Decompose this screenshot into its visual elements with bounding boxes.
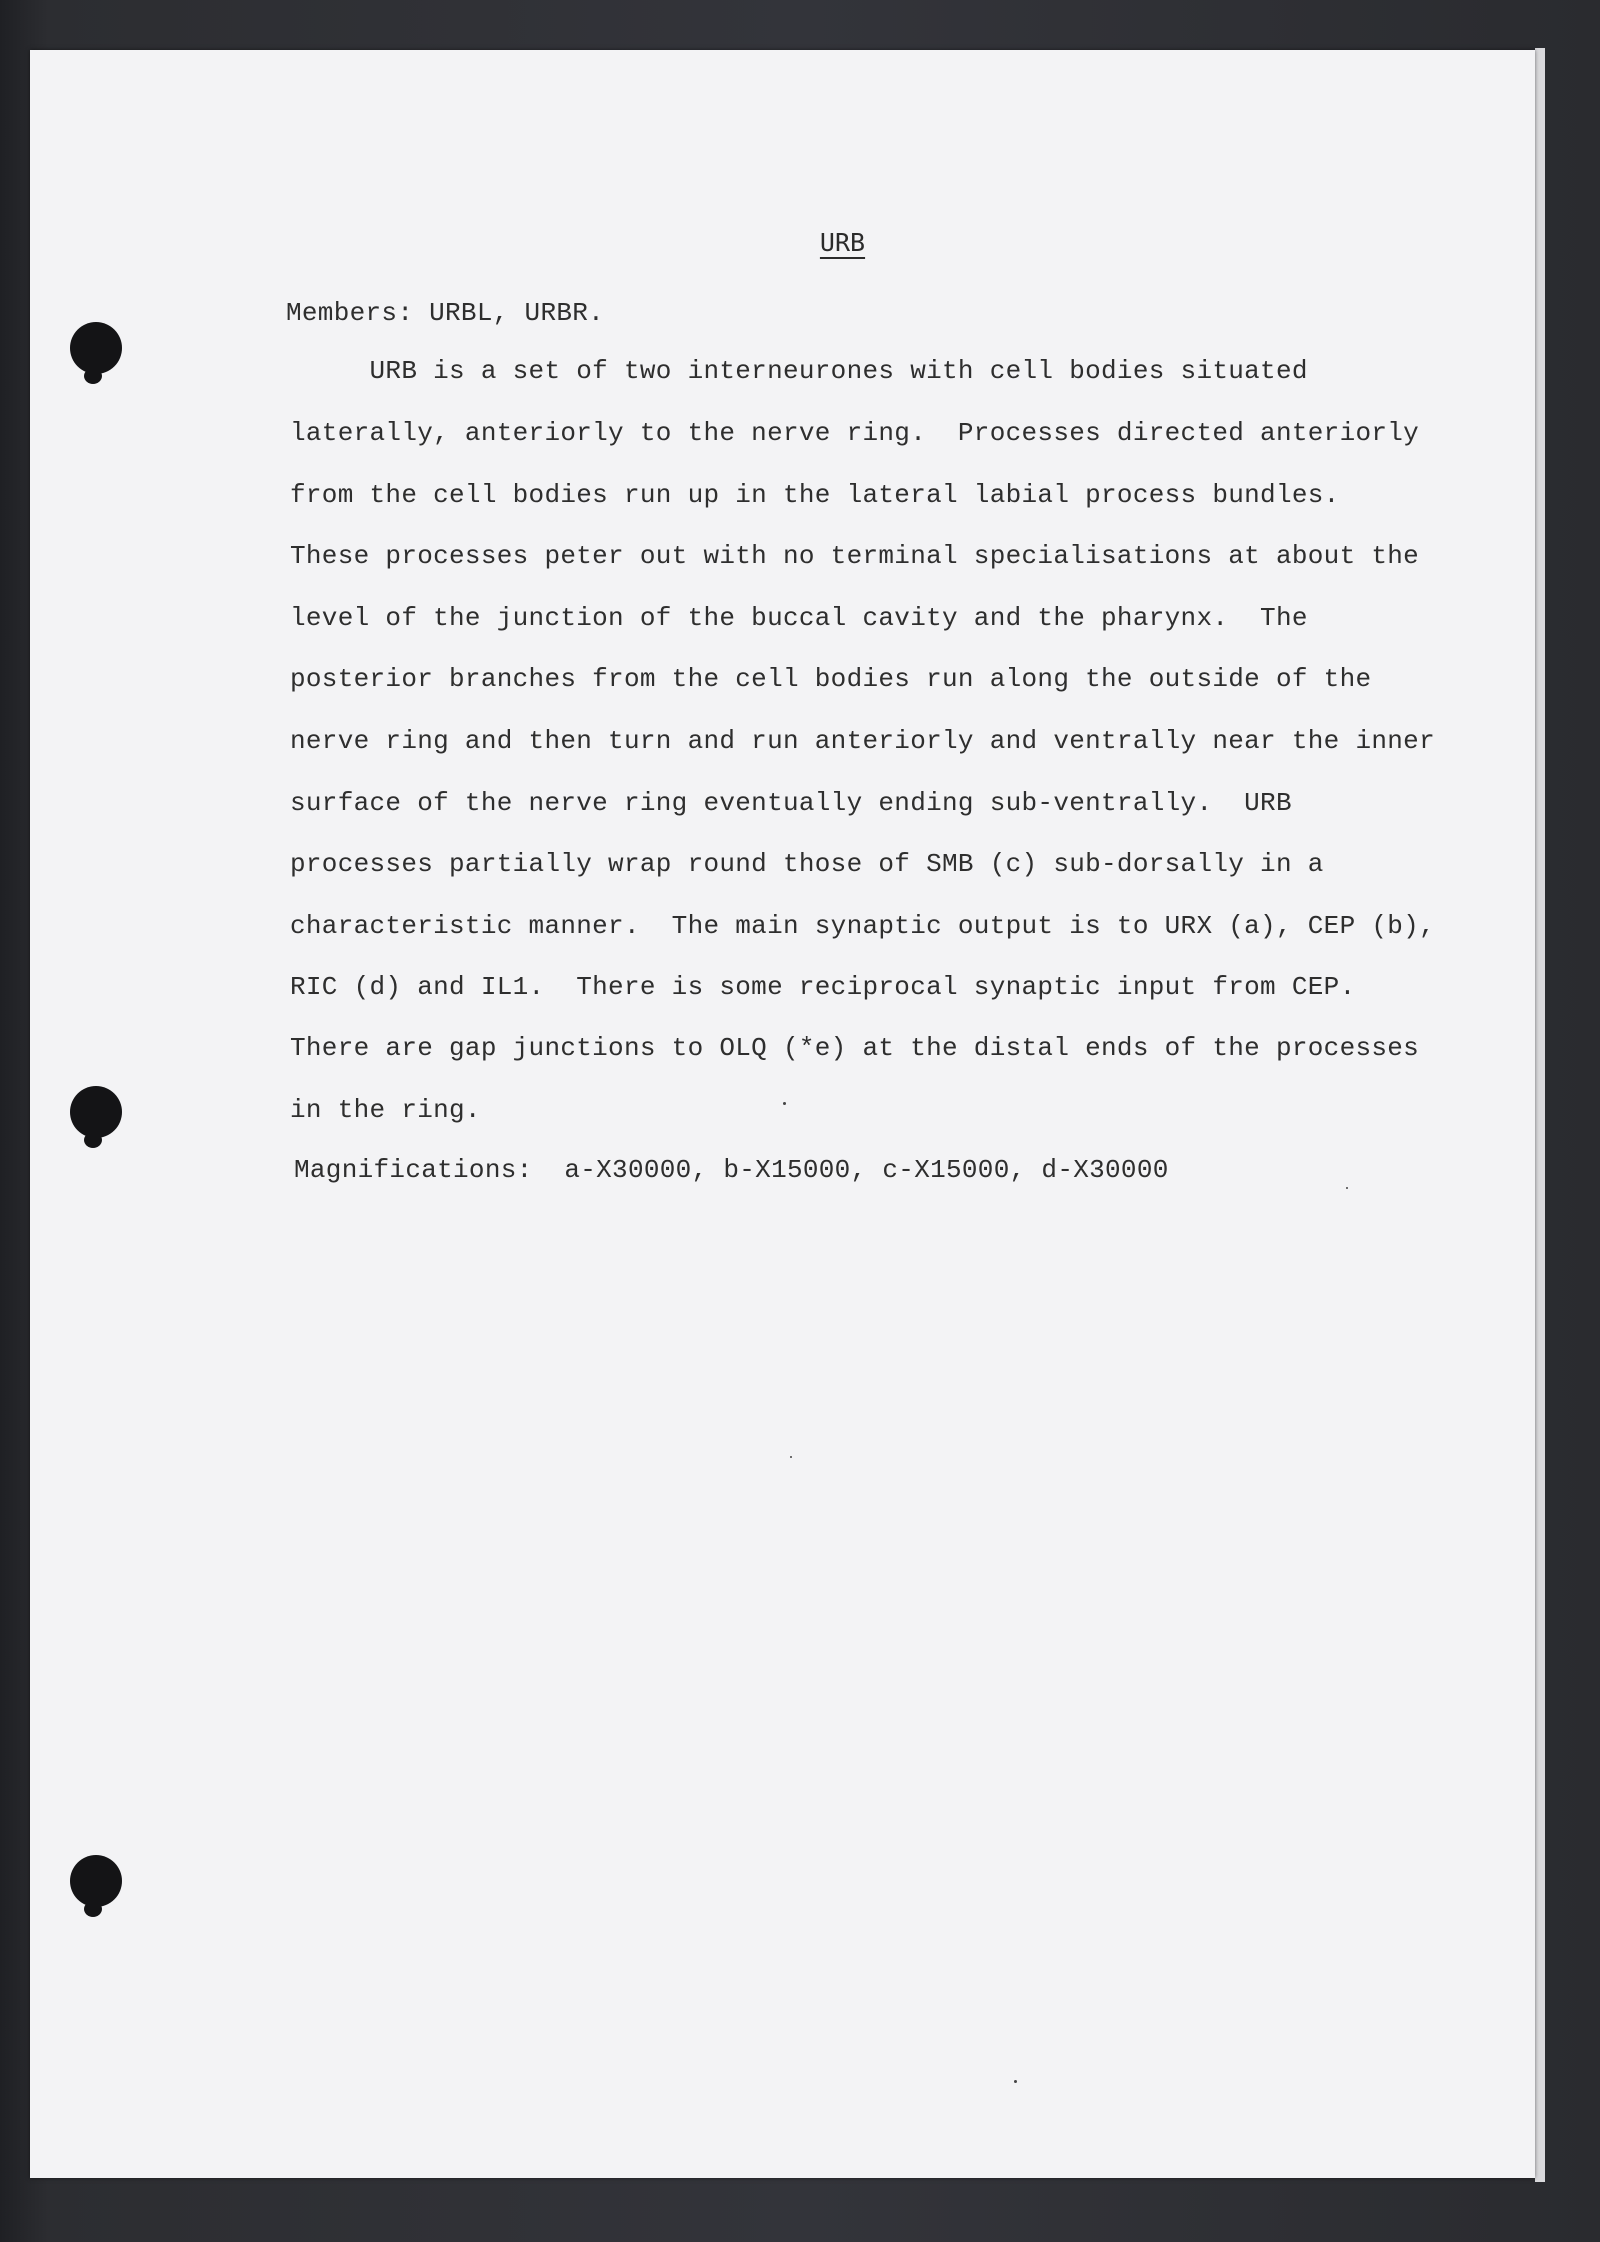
body-line: laterally, anteriorly to the nerve ring. Processes directed anteriorly — [290, 418, 1420, 448]
punch-hole-bottom — [70, 1855, 122, 1907]
body-line: posterior branches from the cell bodies run along the outside of the — [290, 664, 1372, 694]
dust-speck — [783, 1102, 786, 1105]
magnifications-line: Magnifications: a-X30000, b-X15000, c-X15000, d-X30000 — [294, 1155, 1169, 1185]
body-line: in the ring. — [290, 1095, 481, 1125]
body-line: RIC (d) and IL1. There is some reciprocal synaptic input from CEP. — [290, 972, 1356, 1002]
body-line: level of the junction of the buccal cavity and the pharynx. The — [290, 603, 1308, 633]
body-line: There are gap junctions to OLQ (*e) at the distal ends of the processes — [290, 1033, 1420, 1063]
body-line: from the cell bodies run up in the lateral labial process bundles. — [290, 480, 1340, 510]
page-title-text: URB — [819, 228, 866, 257]
dust-speck — [1014, 2080, 1017, 2083]
members-line: Members: URBL, URBR. — [286, 298, 605, 328]
body-line: characteristic manner. The main synaptic output is to URX (a), CEP (b), — [290, 911, 1435, 941]
dust-speck — [1346, 1187, 1348, 1189]
punch-hole-middle — [70, 1086, 122, 1138]
dust-speck — [790, 1456, 792, 1458]
punch-hole-top — [70, 322, 122, 374]
body-line: nerve ring and then turn and run anteriorly and ventrally near the inner — [290, 726, 1435, 756]
body-line: URB is a set of two interneurones with cell bodies situated — [290, 356, 1308, 386]
page-title — [0, 228, 1600, 257]
body-line: processes partially wrap round those of SMB (c) sub-dorsally in a — [290, 849, 1324, 879]
sheet-edge — [1535, 48, 1545, 2182]
body-line: These processes peter out with no terminal specialisations at about the — [290, 541, 1420, 571]
body-line: surface of the nerve ring eventually ending sub-ventrally. URB — [290, 788, 1292, 818]
